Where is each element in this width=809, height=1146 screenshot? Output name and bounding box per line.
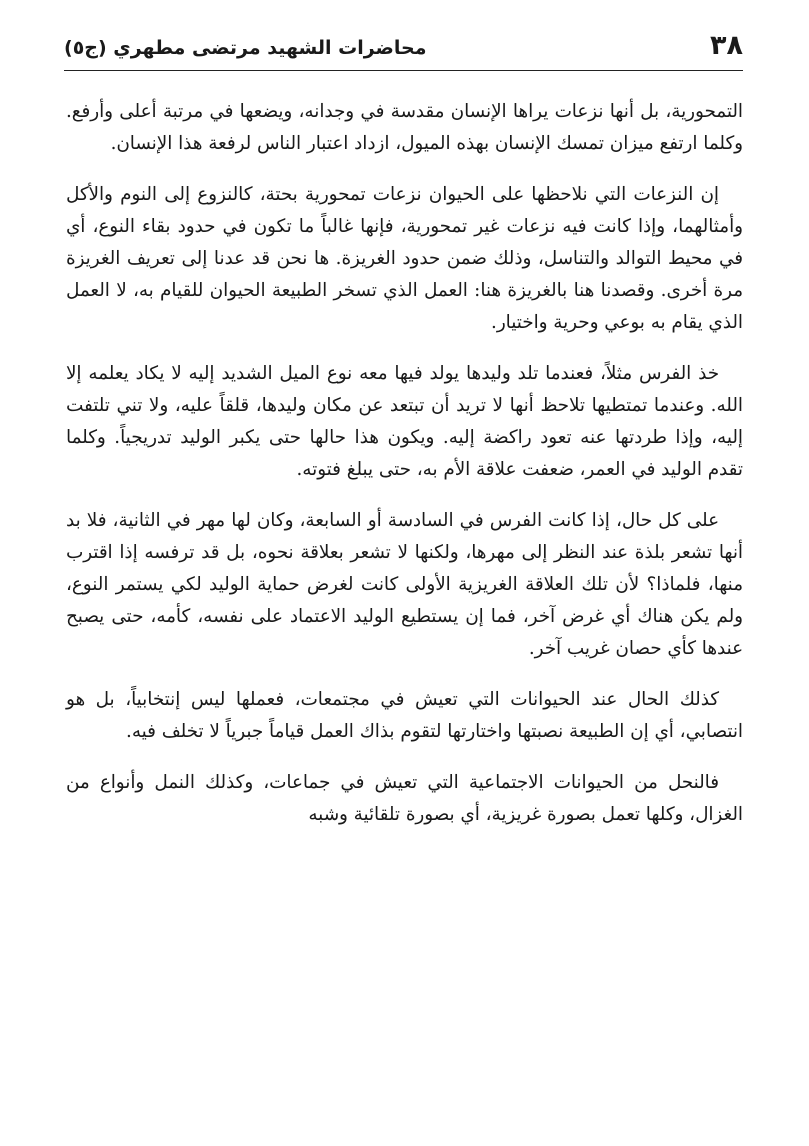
paragraph-2: إن النزعات التي نلاحظها على الحيوان نزعات تمحورية بحتة، كالنزوع إلى النوم والأكل وأمثالهما، وإذا كانت فيه نزعات غير تمحورية، فإنها غالباً ما تكون في حدود بقاء النوع، أي في محيط التوالد والتناسل، وذلك ضمن حدود الغريزة. ها نحن قد عدنا إلى تعريف الغريزة مرة أخرى. وقصدنا هنا بالغريزة هنا: العمل الذي تسخر الطبيعة الحيوان للقيام به، لا العمل الذي يقام به بوعي وحرية واختيار. [66,184,743,333]
page-number: ٣٨ [710,30,743,61]
paragraph-6: فالنحل من الحيوانات الاجتماعية التي تعيش في جماعات، وكذلك النمل وأنواع من الغزال، وكلها تعمل بصورة غريزية، أي بصورة تلقائية وشبه [66,772,743,825]
paragraph-3: خذ الفرس مثلاً، فعندما تلد وليدها يولد فيها معه نوع الميل الشديد إليه لا يكاد يعلمه إلا الله. وعندما تمتطيها تلاحظ أنها لا تريد أن تبتعد عن مكان وليدها، قلقاً عليه، ولا تني تلتفت إليه، وإذا طردتها عنه تعود راكضة إليه. ويكون هذا حالها حتى يكبر الوليد تدريجياً. وكلما تقدم الوليد في العمر، ضعفت علاقة الأم به، حتى يبلغ فتوته. [66,363,743,480]
paragraph-5: كذلك الحال عند الحيوانات التي تعيش في مجتمعات، فعملها ليس إنتخابياً، بل هو انتصابي، أي إن الطبيعة نصبتها واختارتها لتقوم بذاك العمل قياماً جبرياً لا تخلف فيه. [66,689,743,742]
running-title: محاضرات الشهيد مرتضى مطهري (ج٥) [64,37,427,59]
header-rule [64,70,743,71]
paragraph-4: على كل حال، إذا كانت الفرس في السادسة أو السابعة، وكان لها مهر في الثانية، فلا بد أنها تشعر بلذة عند النظر إلى مهرها، ولكنها لا تشعر بعلاقة نحوه، بل قد ترفسه إذا اقترب منها، فلماذا؟ لأن تلك العلاقة الغريزية الأولى كانت لغرض حماية الوليد لكي يستمر النوع، ولم يكن هناك أي غرض آخر، فما إن يستطيع الوليد الاعتماد على نفسه، كأمه، حتى يصبح عندها كأي حصان غريب آخر. [66,510,743,659]
body-text [66,96,743,850]
paragraph-1: التمحورية، بل أنها نزعات يراها الإنسان مقدسة في وجدانه، ويضعها في مرتبة أعلى وأرفع. وكلما ارتفع ميزان تمسك الإنسان بهذه الميول، ازداد اعتبار الناس لرفعة هذا الإنسان. [66,101,743,154]
page-header [64,24,743,74]
